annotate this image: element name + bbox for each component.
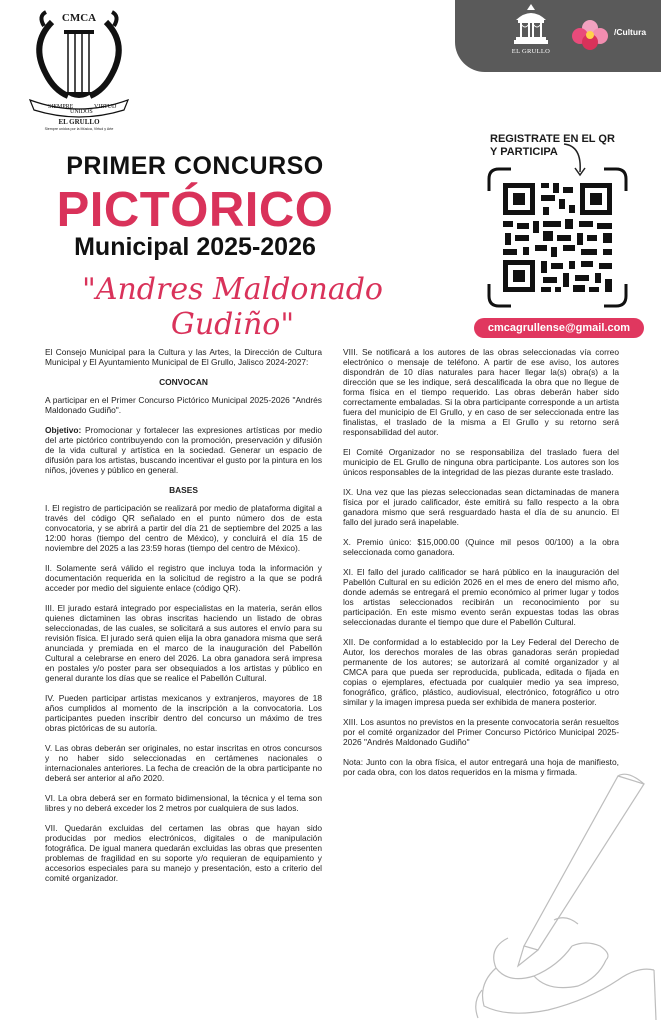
convocan-paragraph: A participar en el Primer Concurso Pictórico Municipal 2025-2026 "Andrés Maldonado Gudiño".	[45, 395, 322, 415]
base-item: X. Premio único: $15,000.00 (Quince mil pesos 00/100) a la obra seleccionada como ganadora.	[343, 537, 619, 557]
base-item: El Comité Organizador no se responsabiliza del traslado fuera del municipio de EL Grullo de ninguna obra participante. Los autores son los únicos responsables de la integridad de las piezas durante este traslado.	[343, 447, 619, 477]
bases-heading: BASES	[169, 485, 198, 495]
registration-qr-code[interactable]	[485, 165, 630, 310]
title-pictorico: PICTÓRICO	[56, 183, 334, 237]
base-item: III. El jurado estará integrado por especialistas en la materia, serán ellos quienes dictaminen las obras inscritas haciendo un listado de obras seleccionadas, de las cuales, se solicitará a sus autores el envío para su revisión física. El jurado será quien elija la obra ganadora misma que será anunciada y premiada en el marco de la inauguración del Pabellón Cultural a celebrarse en enero del 2026. La obra ganadora será impresa en postales y/o poster para ser obsequiados a los artistas y público en general durante los días que se realice el Pabellón Cultural.	[45, 603, 322, 683]
qr-heading-line1: REGISTRATE EN EL QR	[490, 133, 615, 145]
cmca-logo-tagline: Siempre unidos por la Música, Virtud y Arte	[44, 127, 114, 131]
base-item: XI. El fallo del jurado calificador se hará público en la inauguración del Pabellón Cultural en su edición 2026 en el mes de enero del mismo año, donde además se entregará el premio económico al primer lugar y todos los artistas seleccionados recibirán un reconocimiento por su participación. En este mismo evento serán expuestas todas las obras seleccionadas durante el tiempo que dure el Pabellón Cultural.	[343, 567, 619, 627]
objetivo-text: Promocionar y fortalecer las expresiones artísticas por medio del arte pictórico contribuyendo con la promoción, preservación y difusión de la vida cultural y artística en la sociedad. Generar un espacio de difusión para los artistas, buscando incentivar el gusto por la pintura en los niños, jóvenes y público en general.	[45, 425, 323, 475]
base-item: XIII. Los asuntos no previstos en la presente convocatoria serán resueltos por el comité organizador del Primer Concurso Pictórico Municipal 2025-2026 "Andrés Maldonado Gudiño"	[343, 717, 619, 747]
base-item: VIII. Se notificará a los autores de las obras seleccionadas vía correo electrónico o mensaje de teléfono. A partir de ese aviso, los autores dispondrán de 10 días naturales para hacer llegar la(s) obra(s) a la dirección que se les indique, será descalificada la obra que no llegue de forma física en el tiempo requerido. Las obras deberán haber sido correctamente embaladas. Si la obra participante corresponde a un artista fuera del municipio de El Grullo, y en caso de ser seleccionada entre las finalistas, el traslado de la misma a El Grullo y su retorno será responsabilidad del autor.	[343, 347, 619, 437]
title-honoree-name: "Andres Maldonado Gudiño"	[82, 272, 383, 342]
flower-icon	[570, 18, 610, 52]
cmca-logo-city: EL GRULLO	[58, 118, 100, 126]
cmca-logo-name: CMCA	[61, 12, 97, 24]
title-municipal: Municipal 2025-2026	[74, 233, 316, 261]
base-item: VII. Quedarán excluidas del certamen las obras que hayan sido producidas por medios electrónicos, digitales o de manipulación fotográfica. De igual manera quedarán excluidas las obras que presenten problemas de fragilidad en su soporte y/o requieran de equipamiento y accesorios especiales para su manejo y presentación, esto a criterio del comité organizador.	[45, 823, 322, 883]
left-column	[45, 347, 322, 893]
ribbon-left-text: SIEMPRE	[48, 104, 74, 110]
base-item: V. Las obras deberán ser originales, no estar inscritas en otros concursos y no haber sido seleccionadas en certámenes nacionales o internacionales anteriores. La fecha de creación de la obra participante no deberá ser anterior al año 2020.	[45, 743, 322, 783]
kiosk-icon	[506, 2, 556, 48]
base-item: IV. Pueden participar artistas mexicanos y extranjeros, mayores de 18 años cumplidos al momento de la inscripción a la convocatoria. Los participantes pueden inscribir dentro del concurso un máximo de tres obras pictóricas de su autoría.	[45, 693, 322, 733]
right-column	[343, 347, 619, 787]
qr-heading-line2: Y PARTICIPA	[490, 146, 558, 158]
objetivo-label: Objetivo:	[45, 425, 82, 435]
el-grullo-logo-name: EL GRULLO	[511, 48, 551, 55]
cmca-logo	[24, 4, 134, 134]
cultura-logo-label: /Cultura	[614, 27, 647, 37]
base-item: IX. Una vez que las piezas seleccionadas sean dictaminadas de manera física por el jurado calificador, éste emitirá su fallo respecto a la obra ganadora mismo que será resguardado hasta el día de su anuncio. El fallo del jurado será inapelable.	[343, 487, 619, 527]
contact-email[interactable]: cmcagrullense@gmail.com	[474, 318, 644, 338]
base-item: I. El registro de participación se realizará por medio de plataforma digital a través del código QR señalado en el punto número dos de esta convocatoria, y se abrirá a partir del día 21 de septiembre del 2025 a las 12:00 horas (tiempo del centro de México), y concluirá el día 15 de noviembre del 2025 a las 23:59 horas (tiempo del centro de México).	[45, 503, 322, 553]
el-grullo-logo	[506, 2, 556, 68]
objetivo-paragraph	[45, 425, 322, 475]
qr-heading	[490, 133, 620, 159]
hand-drawing-illustration	[468, 770, 658, 1020]
title-primer-concurso: PRIMER CONCURSO	[66, 152, 324, 180]
convocan-heading: CONVOCAN	[159, 377, 208, 387]
cultura-logo	[570, 18, 656, 52]
nota-paragraph: Nota: Junto con la obra física, el autor entregará una hoja de manifiesto, por cada obra, con los datos requeridos en la misma y firmada.	[343, 757, 619, 777]
intro-paragraph: El Consejo Municipal para la Cultura y las Artes, la Dirección de Cultura Municipal y El Ayuntamiento Municipal de El Grullo, Jalisco 2024-2027:	[45, 347, 322, 367]
ribbon-center-text: UNIDOS	[70, 109, 93, 115]
base-item: XII. De conformidad a lo establecido por la Ley Federal del Derecho de Autor, los derechos morales de las obras ganadoras serán propiedad permanente de los autores; se autorizará al comité organizador y al CMCA para que pueda ser reproducida, publicada, editada o fijada en copias o ejemplares, efectuada por cualquier medio ya sea impreso, fonográfico, gráfico, plástico, audiovisual, electrónico, fotográfico u otro similar y la imagen impresa pueda ser exhibida de manera posterior.	[343, 637, 619, 707]
base-item: II. Solamente será válido el registro que incluya toda la información y documentación requerida en la solicitud de registro a la que se podrá acceder por medio del siguiente enlace (código QR).	[45, 563, 322, 593]
base-item: VI. La obra deberá ser en formato bidimensional, la técnica y el tema son libres y no deberá exceder los 2 metros por cualquiera de sus lados.	[45, 793, 322, 813]
ribbon-right-text: VIRTUD	[94, 104, 117, 110]
